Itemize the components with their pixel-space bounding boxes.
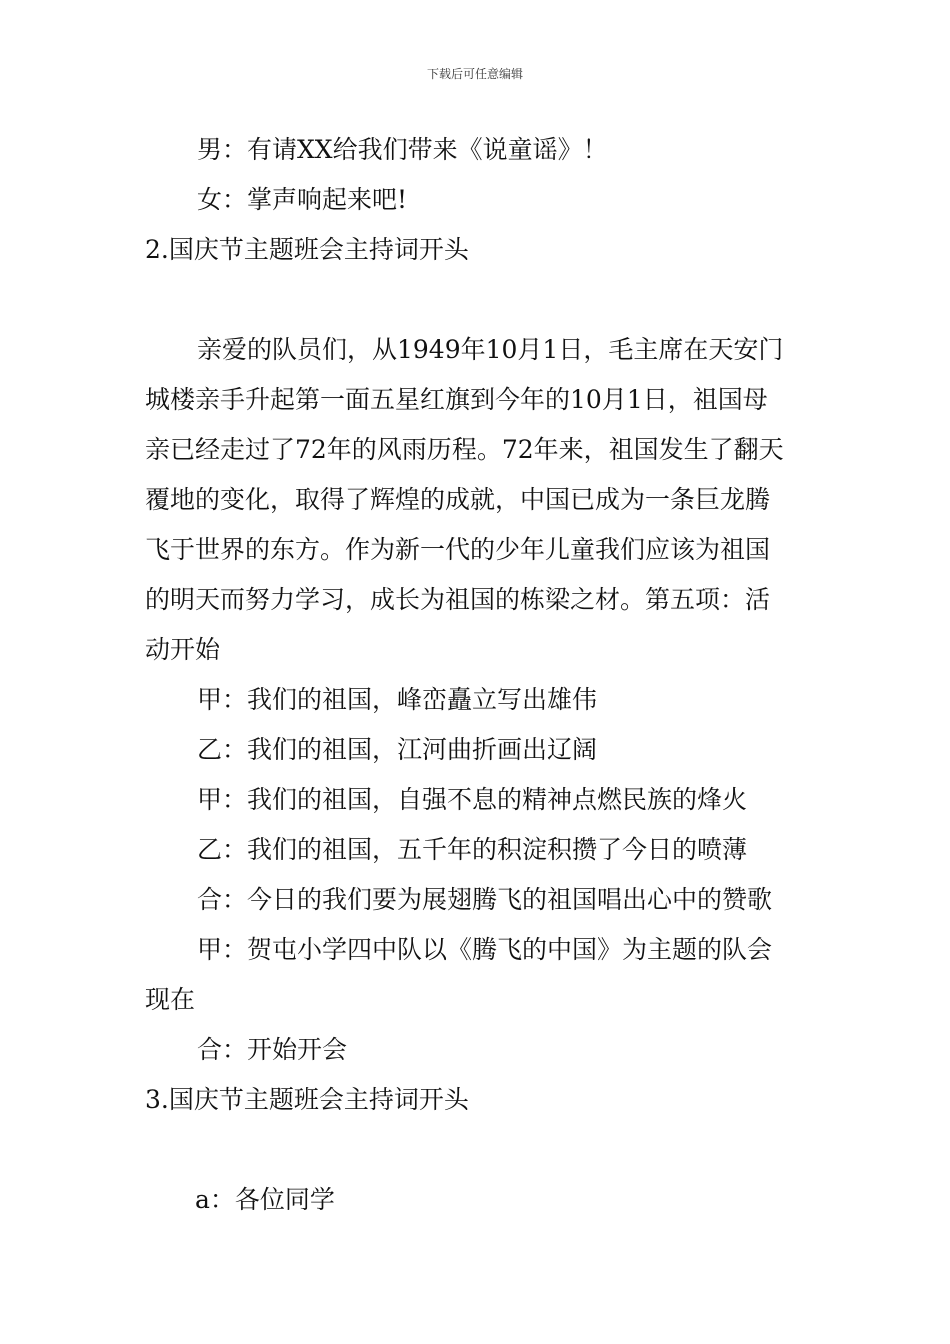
paragraph-line: 亲已经走过了72年的风雨历程。72年来，祖国发生了翻天 [145,435,784,464]
section-heading: 2.国庆节主题班会主持词开头 [145,235,469,264]
paragraph-line: 动开始 [145,635,221,664]
dialogue-line: 合：今日的我们要为展翅腾飞的祖国唱出心中的赞歌 [197,885,773,914]
dialogue-line: 男：有请XX给我们带来《说童谣》！ [197,135,608,164]
dialogue-line: 甲：贺屯小学四中队以《腾飞的中国》为主题的队会 [197,935,773,964]
dialogue-line: a：各位同学 [195,1185,335,1214]
dialogue-continuation: 现在 [145,985,196,1014]
dialogue-line: 女：掌声响起来吧! [197,185,408,214]
dialogue-line: 乙：我们的祖国，五千年的积淀积攒了今日的喷薄 [197,835,748,864]
paragraph-line: 城楼亲手升起第一面五星红旗到今年的10月1日，祖国母 [145,385,768,414]
paragraph-line: 的明天而努力学习，成长为祖国的栋梁之材。第五项：活 [145,585,771,614]
dialogue-line: 合：开始开会 [197,1035,348,1064]
dialogue-line: 甲：我们的祖国，峰峦矗立写出雄伟 [197,685,598,714]
blank-line [145,1125,809,1175]
paragraph-line: 覆地的变化，取得了辉煌的成就，中国已成为一条巨龙腾 [145,485,771,514]
dialogue-line: 乙：我们的祖国，江河曲折画出辽阔 [197,735,598,764]
document-body [145,125,809,1225]
page-header: 下载后可任意编辑 [426,67,523,81]
blank-line [145,275,809,325]
dialogue-line: 甲：我们的祖国，自强不息的精神点燃民族的烽火 [197,785,748,814]
paragraph-line: 飞于世界的东方。作为新一代的少年儿童我们应该为祖国 [145,535,771,564]
paragraph-line: 亲爱的队员们，从1949年10月1日，毛主席在天安门 [197,335,784,364]
section-heading: 3.国庆节主题班会主持词开头 [145,1085,469,1114]
